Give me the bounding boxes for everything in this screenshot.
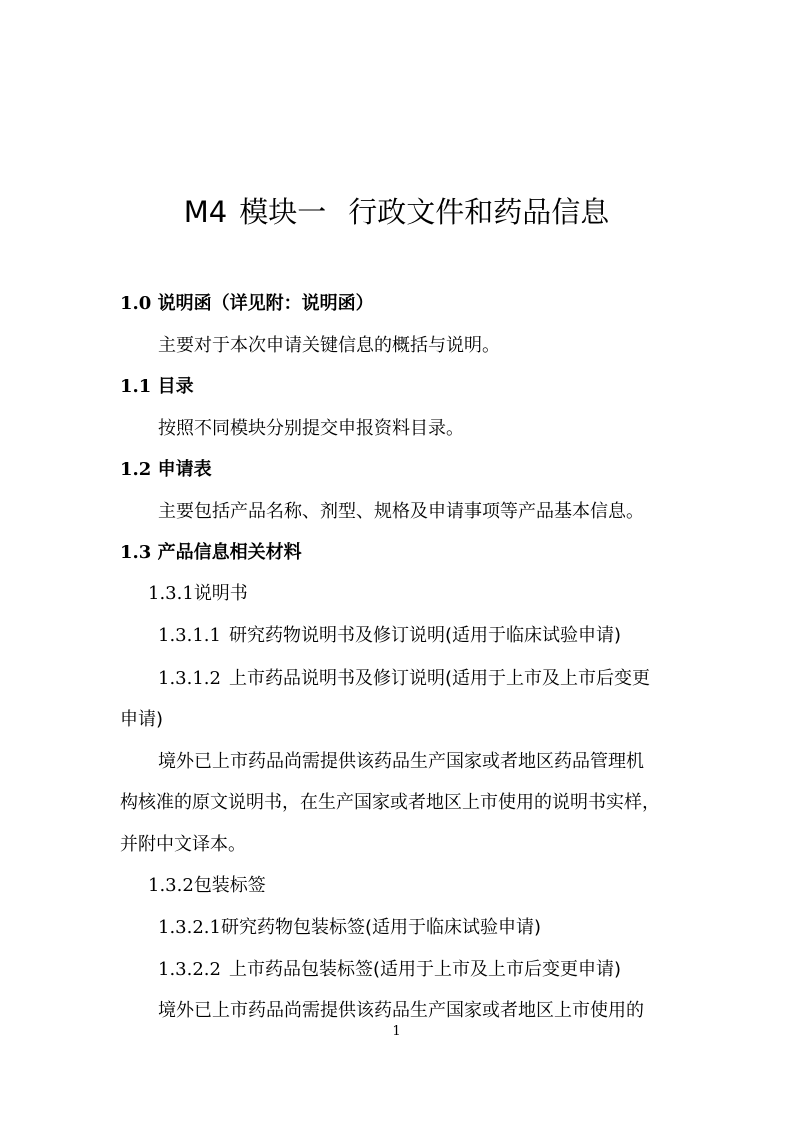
item-label: 研究药物包装标签 (220, 917, 365, 938)
item-number: 1.3.1.1 (158, 625, 221, 646)
subsection-1-3-2 (148, 872, 708, 900)
section-title: 说明函（详见附：说明函） (157, 293, 374, 314)
item-note: (适用于上市及上市后变更 (444, 668, 651, 689)
body-paragraph-line: 并附中文译本。 (120, 834, 246, 855)
page-title (0, 190, 793, 234)
subsection-title: 包装标签 (193, 875, 266, 896)
body-paragraph-line: 境外已上市药品尚需提供该药品生产国家或者地区上市使用的 (158, 1000, 644, 1021)
section-number: 1.2 (120, 459, 152, 480)
item-label: 上市药品包装标签 (228, 959, 373, 980)
subsection-1-3-1 (148, 580, 708, 608)
item-1-3-2-1 (158, 914, 718, 942)
item-note: (适用于临床试验申请) (444, 625, 622, 646)
item-label: 上市药品说明书及修订说明 (228, 668, 445, 689)
item-number: 1.3.2.1 (158, 917, 221, 938)
body-paragraph-line: 境外已上市药品尚需提供该药品生产国家或者地区药品管理机 (158, 751, 644, 772)
item-note: (适用于上市及上市后变更申请) (372, 959, 622, 980)
body-paragraph-line: 构核准的原文说明书，在生产国家或者地区上市使用的说明书实样， (120, 792, 660, 813)
section-title: 申请表 (157, 459, 212, 480)
page-number: 1 (392, 1024, 401, 1039)
section-number: 1.0 (120, 293, 152, 314)
title-text: 行政文件和药品信息 (348, 195, 610, 229)
body-paragraph: 按照不同模块分别提交申报资料目录。 (158, 418, 464, 439)
section-heading-1-3 (120, 539, 680, 567)
title-module: 模块一 (239, 195, 327, 229)
item-label: 研究药物说明书及修订说明 (228, 625, 445, 646)
item-1-3-2-2 (158, 956, 718, 984)
section-number: 1.1 (120, 376, 152, 397)
section-heading-1-1 (120, 373, 680, 401)
subsection-number: 1.3.2 (148, 875, 194, 896)
subsection-title: 说明书 (193, 583, 248, 604)
item-1-3-1-2 (158, 665, 718, 693)
item-number: 1.3.2.2 (158, 959, 221, 980)
section-title: 目录 (157, 376, 194, 397)
item-1-3-1-1 (158, 622, 718, 650)
item-number: 1.3.1.2 (158, 668, 221, 689)
section-heading-1-0 (120, 290, 680, 318)
item-note: (适用于临床试验申请) (364, 917, 542, 938)
item-note-continued: 申请) (120, 709, 164, 730)
section-title: 产品信息相关材料 (157, 542, 302, 563)
title-code: M4 (183, 195, 228, 229)
body-paragraph: 主要对于本次申请关键信息的概括与说明。 (158, 335, 500, 356)
body-paragraph: 主要包括产品名称、剂型、规格及申请事项等产品基本信息。 (158, 501, 644, 522)
section-heading-1-2 (120, 456, 680, 484)
section-number: 1.3 (120, 542, 152, 563)
subsection-number: 1.3.1 (148, 583, 194, 604)
